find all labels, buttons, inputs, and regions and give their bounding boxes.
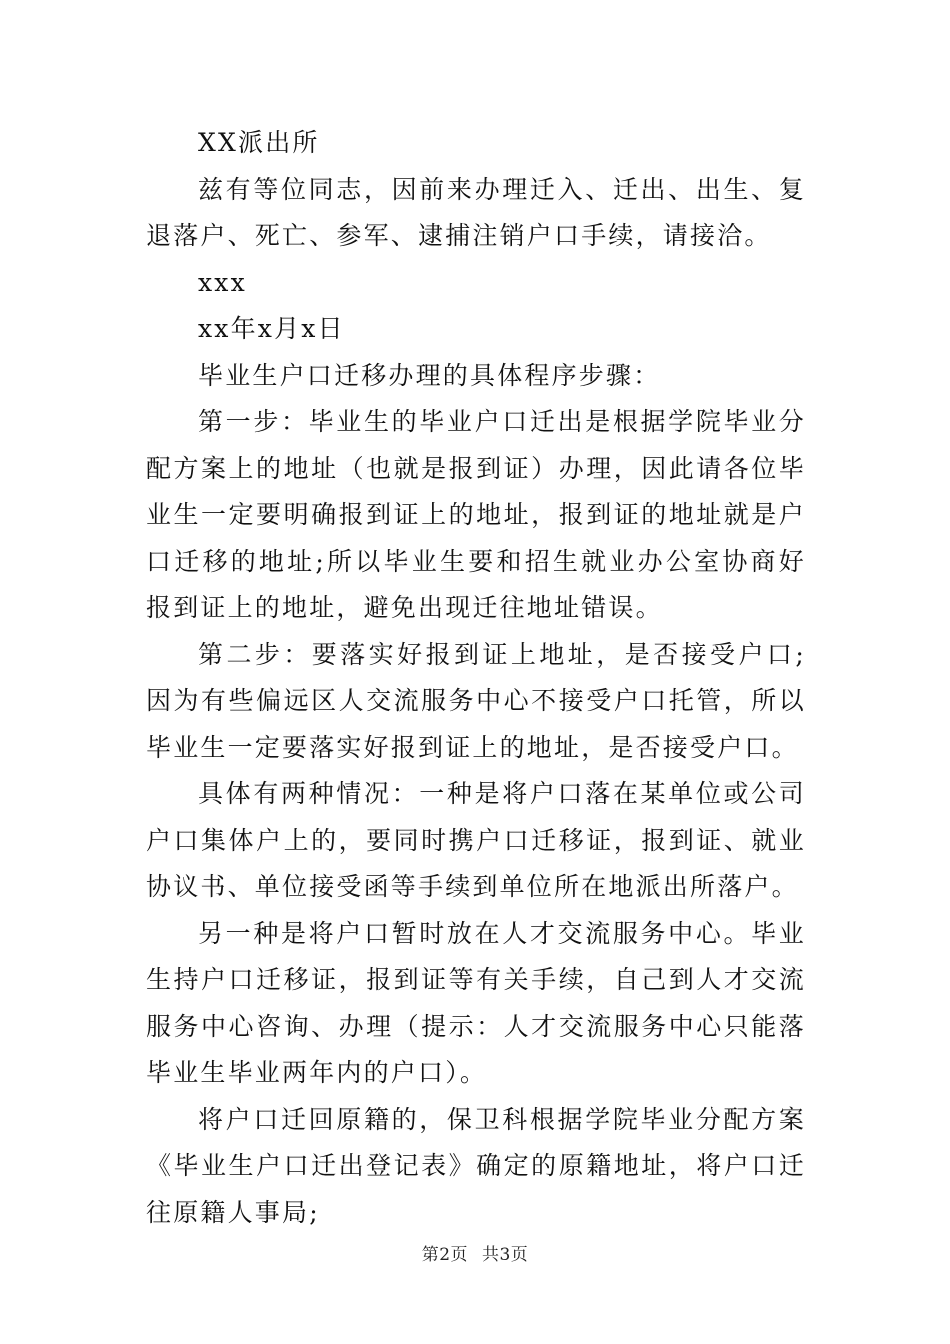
paragraph: 将户口迁回原籍的，保卫科根据学院毕业分配方案《毕业生户口迁出登记表》确定的原籍地址，将户口迁往原籍人事局; (146, 1104, 806, 1227)
page-footer (0, 1240, 950, 1265)
paragraph: xxx (198, 267, 247, 297)
paragraph: XX派出所 (198, 128, 320, 157)
page-total: 共3页 (481, 1245, 529, 1265)
paragraph: 另一种是将户口暂时放在人才交流服务中心。毕业生持户口迁移证，报到证等有关手续，自己到人才交流服务中心咨询、办理（提示：人才交流服务中心只能落毕业生毕业两年内的户口）。 (146, 918, 806, 1087)
document-body (146, 120, 806, 1236)
paragraph: xx年x月x日 (198, 314, 345, 343)
paragraph: 第一步：毕业生的毕业户口迁出是根据学院毕业分配方案上的地址（也就是报到证）办理，因此请各位毕业生一定要明确报到证上的地址，报到证的地址就是户口迁移的地址;所以毕业生要和招生就业办公室协商好报到证上的地址，避免出现迁往地址错误。 (146, 407, 806, 622)
paragraph: 具体有两种情况：一种是将户口落在某单位或公司户口集体户上的，要同时携户口迁移证，报到证、就业协议书、单位接受函等手续到单位所在地派出所落户。 (146, 779, 806, 901)
paragraph: 兹有等位同志，因前来办理迁入、迁出、出生、复退落户、死亡、参军、逮捕注销户口手续，请接洽。 (146, 174, 806, 250)
paragraph: 毕业生户口迁移办理的具体程序步骤： (198, 360, 661, 390)
page-number: 第2页 (421, 1245, 469, 1265)
paragraph: 第二步：要落实好报到证上地址，是否接受户口;因为有些偏远区人交流服务中心不接受户口托管，所以毕业生一定要落实好报到证上的地址，是否接受户口。 (146, 639, 806, 762)
